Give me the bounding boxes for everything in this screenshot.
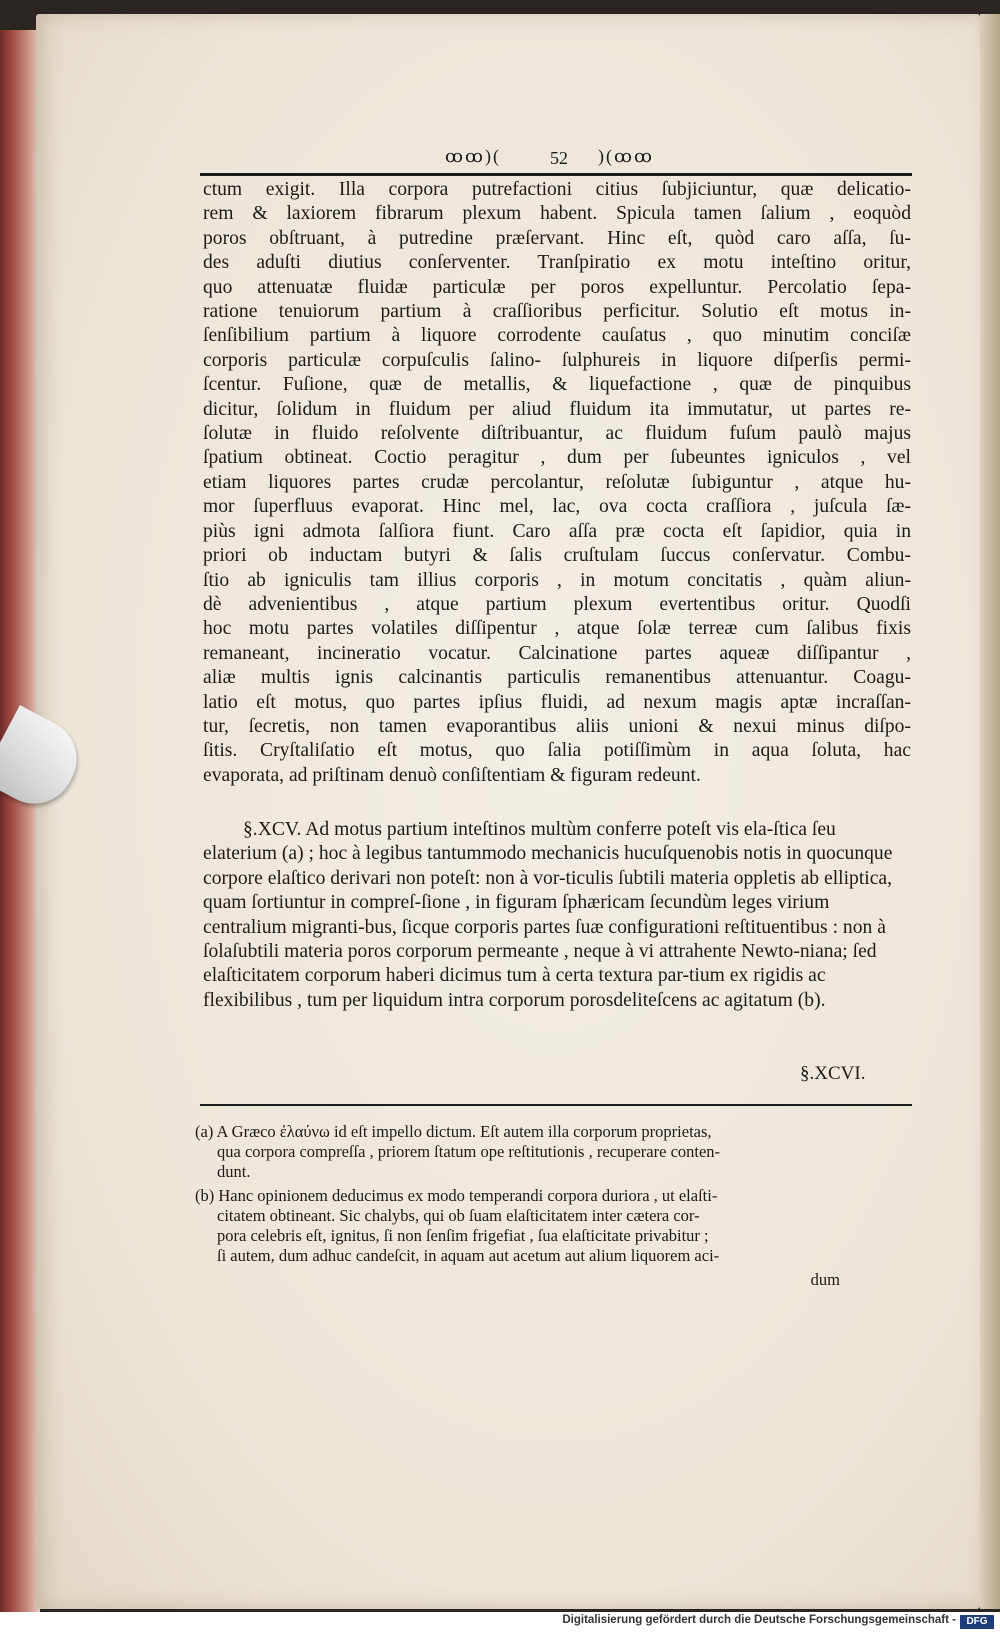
paragraph-1-line: ſitis. Cryſtaliſatio eſt motus, quo ſalia potiſſimùm in aqua ſoluta, hac [203,740,911,762]
paragraph-1-line: dicitur, ſolidum in fluidum per aliud fluidum ita immutatur, ut partes re- [203,398,911,420]
paragraph-1-line: piùs igni admota ſalſiora fiunt. Caro aſſa præ cocta eſt ſapidior, quia in [203,520,911,542]
footnote-a-line: dunt. [217,1162,251,1181]
paragraph-1-line: evaporata, ad priſtinam denuò conſiſtentiam & figuram redeunt. [203,764,701,786]
digitization-credit: Digitalisierung gefördert durch die Deutsche Forschungsgemeinschaft - [562,1614,956,1626]
paragraph-1-line: mor ſuperfluus evaporat. Hinc mel, lac, ova cocta craſſiora , juſcula ſæ- [203,496,911,518]
paragraph-1-line: aliæ multis ignis calcinantis particulis remanentibus attenuantur. Coagu- [203,667,911,689]
paragraph-2-line: deliteſcens ac agitatum (b). [613,989,826,1011]
paragraph-2-section-xcv [203,818,911,1013]
paragraph-1-line: priori ob inductam butyri & ſalis cruſtulam ſuccus conſervatur. Combu- [203,545,911,567]
footnote-rule [200,1104,912,1106]
paragraph-1-line: des aduſti diutius conſerventer. Tranſpiratio ex motu inteſtino oritur, [203,252,911,274]
footnote-b-line: pora celebris eſt, ignitus, ſi non ſenſim frigefiat , ſua elaſticitate privabitur ; [217,1226,709,1245]
footnotes [195,1122,910,1290]
running-header [200,138,910,178]
header-rule [200,173,912,176]
paragraph-1 [203,178,911,788]
footnote-b-line: (b) Hanc opinionem deducimus ex modo temperandi corpora duriora , ut elaſti- [195,1186,718,1205]
header-ornament-right: )(ꝏꝏ [598,146,654,166]
footnote-b-line: citatem obtineant. Sic chalybs, qui ob ſuam elaſticitatem inter cætera cor- [217,1206,700,1225]
paragraph-1-line: tur, ſecretis, non tamen evaporantibus aliis unioni & nexui minus diſpo- [203,715,911,737]
paragraph-1-line: hoc motu partes volatiles diſſipentur , atque ſolæ terreæ cum ſalibus fixis [203,618,911,640]
paragraph-1-line: etiam liquores partes crudæ percolantur, reſolutæ ſubiguntur , atque hu- [203,471,911,493]
digitization-credit-bar [0,1612,1000,1633]
footnote-b-line: ſi autem, dum adhuc candeſcit, in aquam aut acetum aut alium liquorem aci- [217,1246,720,1265]
footnote-b [195,1186,910,1266]
page-number: 52 [550,148,568,168]
paragraph-2-line: ticulis ſubtili materia oppletis ab elliptica, quam ſortiuntur in compreſ- [203,867,892,914]
paragraph-1-line: ſcentur. Fuſione, quæ de metallis, & liquefactione , quæ de pinquibus [203,374,911,396]
paragraph-1-line: ſenſibilium partium à liquore corrodente cauſatus , quo minutim conciſæ [203,325,911,347]
paragraph-1-line: poros obſtruant, à putredine præſervant. Hinc eſt, quòd caro aſſa, ſu- [203,227,911,249]
paragraph-1-line: ratione tenuiorum partium à craſſioribus perficitur. Solutio eſt motus in- [203,301,911,323]
header-ornament-left: ꝏꝏ)( [445,146,501,166]
paragraph-1-line: quo attenuatæ fluidæ particulæ per poros expelluntur. Percolatio ſepa- [203,276,911,298]
paragraph-2-line: ſtica ſeu elaterium (a) ; hoc à legibus tantummodo mechanicis hucuſque [203,819,836,865]
catchword: §.XCVI. [800,1063,866,1084]
paragraph-1-line: ſolutæ in fluido reſolvente diſtribuantur, ac fluidum fuſum paulò majus [203,423,911,445]
book-edge-right [980,14,1000,1609]
footnote-catchword: dum [810,1270,840,1289]
book-edge-left [0,30,40,1630]
paragraph-2-line: ſubtili materia poros corporum permeante , neque à vi attrahente Newto- [232,941,800,963]
paragraph-2-line: §.XCV. Ad motus partium inteſtinos multùm conferre poteſt vis ela- [243,819,774,840]
dfg-logo: DFG [960,1615,994,1629]
paragraph-2-line: niana; ſed elaſticitatem corporum haberi dicimus tum à certa textura par- [203,941,877,987]
paragraph-2-line: ſione , in figuram ſphæricam ſecundùm leges virium centralium migranti- [203,892,830,938]
paragraph-1-line: remaneant, incineratio vocatur. Calcinatione partes aqueæ diſſipantur , [203,642,911,664]
paragraph-1-line: ctum exigit. Illa corpora putrefactioni citius ſubjiciuntur, quæ delicatio- [203,179,911,200]
paragraph-2-line: tium ex rigidis ac flexibilibus , tum per liquidum intra corporum poros [203,965,826,1011]
paragraph-1-line: ſtio ab igniculis tam illius corporis , in motum concitatis , quàm aliun- [203,569,911,591]
paragraph-2-line: nobis notis in quocunque corpore elaſtico derivari non poteſt: non à vor- [203,843,893,889]
footnote-a-line: qua corpora compreſſa , priorem ſtatum ope reſtitutionis , recuperare conten- [217,1142,721,1161]
paragraph-1-line: corporis particulæ corpuſculis ſalino- ſulphureis in liquore diſperſis permi- [203,349,911,371]
paragraph-1-line: dè advenientibus , atque partium plexum evertentibus oritur. Quodſi [203,593,911,615]
footnote-a [195,1122,910,1182]
paragraph-1-line: rem & laxiorem fibrarum plexum habent. Spicula tamen ſalium , eoquòd [203,203,911,225]
footnote-a-line: (a) A Græco ἐλαύνω id eſt impello dictum. Eſt autem illa corporum proprietas, [195,1122,712,1141]
paragraph-1-line: ſpatium obtineat. Coctio peragitur , dum per ſubeuntes igniculos , vel [203,447,911,469]
paragraph-2-line: bus, ſicque corporis partes ſuæ configurationi reſtituentibus : non à ſola [203,916,886,963]
paragraph-1-line: latio eſt motus, quo partes ipſius fluidi, ad nexum magis aptæ incraſſan- [203,691,911,713]
